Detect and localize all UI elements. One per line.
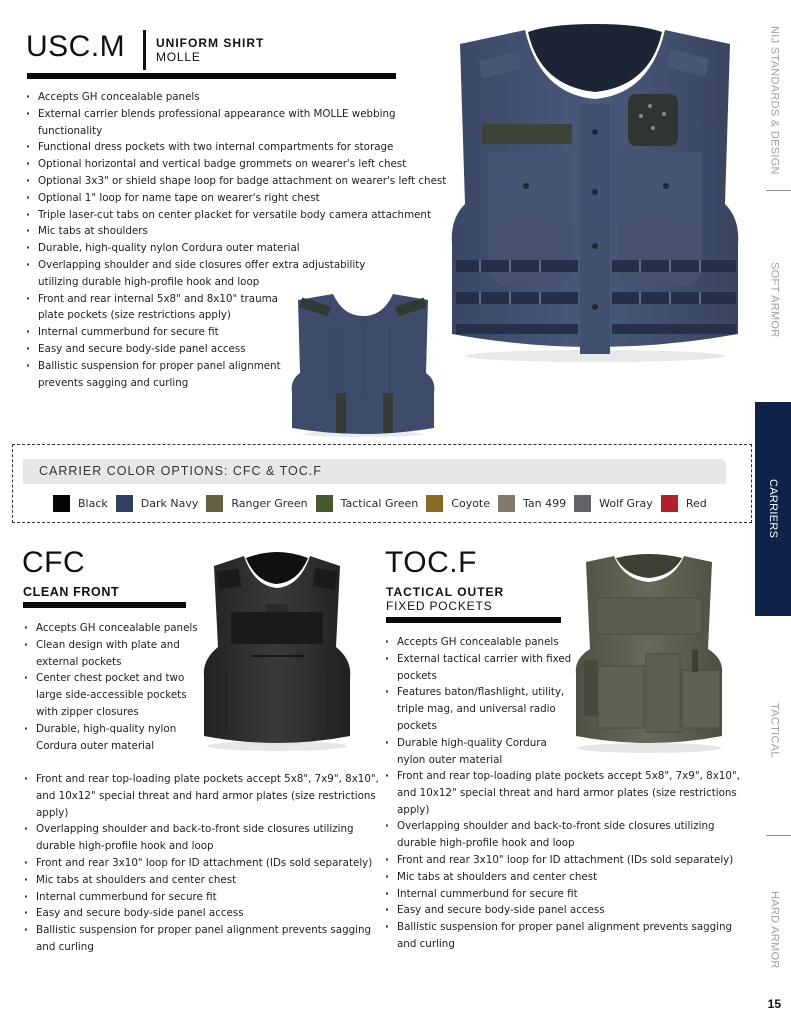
swatch-label: Tactical Green — [340, 497, 419, 510]
nav-divider — [766, 190, 791, 191]
model-name: TOC.F — [385, 546, 477, 579]
subtitle-secondary: MOLLE — [156, 50, 201, 64]
nav-tab-label: SOFT ARMOR — [768, 262, 781, 338]
navy-molle-vest-front-image — [440, 24, 750, 364]
title-underline — [386, 617, 561, 623]
feature-item: · Center chest pocket and two large side-accessible pockets with zipper closures — [22, 670, 200, 720]
feature-item: · Internal cummerbund for secure fit — [383, 886, 743, 903]
green-tactical-vest-image — [566, 554, 732, 754]
navy-vest-back-image — [288, 288, 438, 438]
color-swatch-dark-navy — [116, 495, 199, 512]
feature-item: · Easy and secure body-side panel access — [24, 341, 454, 358]
swatch-label: Wolf Gray — [599, 497, 653, 510]
swatch-chip — [316, 495, 333, 512]
feature-item: · Mic tabs at shoulders — [24, 223, 454, 240]
feature-item: · Durable, high-quality nylon Cordura outer material — [22, 721, 200, 755]
feature-item: · Features baton/flashlight, utility, triple mag, and universal radio pockets — [383, 684, 573, 734]
nav-tab-label: NIJ STANDARDS & DESIGN — [768, 25, 781, 175]
color-swatch-coyote — [426, 495, 490, 512]
feature-item: · Durable, high-quality nylon Cordura outer material — [24, 240, 454, 257]
feature-item: · Mic tabs at shoulders and center chest — [383, 869, 743, 886]
black-clean-front-vest-image — [196, 552, 358, 752]
feature-item: · Front and rear top-loading plate pockets accept 5x8", 7x9", 8x10", and 10x12" special threat and hard armor plates (size restrictions apply) — [383, 768, 743, 818]
swatch-label: Red — [685, 497, 707, 510]
swatch-label: Black — [78, 497, 108, 510]
color-swatch-ranger-green — [206, 495, 307, 512]
feature-item: · Easy and secure body-side panel access — [22, 905, 382, 922]
feature-item: · Optional 1" loop for name tape on wearer's right chest — [24, 190, 454, 207]
model-name: USC.M — [26, 30, 126, 63]
swatch-chip — [206, 495, 223, 512]
page-number: 15 — [767, 997, 781, 1011]
feature-item: · Front and rear 3x10" loop for ID attachment (IDs sold separately) — [22, 855, 382, 872]
feature-item: · Overlapping shoulder and side closures offer extra adjustability utilizing durable high-profile hook and loop — [24, 257, 369, 291]
color-swatch-list — [53, 495, 715, 512]
product-subtitle — [156, 36, 264, 64]
nav-tab-label: CARRIERS — [767, 479, 779, 539]
title-underline — [27, 73, 396, 79]
nav-tab-soft-armor[interactable] — [758, 230, 791, 370]
subtitle-secondary: FIXED POCKETS — [386, 599, 493, 613]
feature-item: · Internal cummerbund for secure fit — [24, 324, 454, 341]
feature-list-wide — [22, 771, 382, 956]
feature-list-narrow — [22, 620, 200, 754]
color-swatch-tactical-green — [316, 495, 419, 512]
swatch-chip — [53, 495, 70, 512]
nav-tab-hard-armor[interactable] — [758, 880, 791, 980]
title-underline — [23, 602, 186, 608]
swatch-chip — [574, 495, 591, 512]
nav-tab-label: TACTICAL — [768, 702, 781, 758]
feature-item: · Clean design with plate and external pockets — [22, 637, 200, 671]
color-swatch-wolf-gray — [574, 495, 653, 512]
model-name: CFC — [22, 546, 86, 579]
feature-item: · Easy and secure body-side panel access — [383, 902, 743, 919]
feature-item: · Mic tabs at shoulders and center chest — [22, 872, 382, 889]
color-swatch-red — [661, 495, 707, 512]
feature-item: · Internal cummerbund for secure fit — [22, 889, 382, 906]
color-options-title: CARRIER COLOR OPTIONS: CFC & TOC.F — [39, 464, 322, 478]
nav-tab-nij-standards[interactable] — [758, 10, 791, 190]
nav-tab-label: HARD ARMOR — [768, 891, 781, 969]
swatch-chip — [116, 495, 133, 512]
feature-item: · Optional horizontal and vertical badge grommets on wearer's left chest — [24, 156, 454, 173]
color-swatch-black — [53, 495, 108, 512]
swatch-chip — [661, 495, 678, 512]
subtitle-primary: TACTICAL OUTER — [386, 585, 505, 599]
swatch-label: Dark Navy — [140, 497, 199, 510]
subtitle-primary: UNIFORM SHIRT — [156, 36, 265, 50]
color-options-header — [23, 459, 726, 484]
feature-item: · Ballistic suspension for proper panel alignment prevents sagging and curling — [383, 919, 743, 953]
feature-item: · Ballistic suspension for proper panel alignment prevents sagging and curling — [22, 922, 382, 956]
swatch-label: Tan 499 — [523, 497, 567, 510]
feature-item: · Front and rear 3x10" loop for ID attachment (IDs sold separately) — [383, 852, 743, 869]
feature-item: · Optional 3x3" or shield shape loop for badge attachment on wearer's left chest — [24, 173, 454, 190]
title-divider — [143, 30, 146, 70]
nav-tab-tactical[interactable] — [758, 660, 791, 800]
color-swatch-tan-499 — [498, 495, 566, 512]
swatch-chip — [498, 495, 515, 512]
feature-list-wide — [383, 768, 743, 953]
swatch-label: Coyote — [451, 497, 491, 510]
feature-item: · Functional dress pockets with two internal compartments for storage — [24, 139, 454, 156]
nav-tab-carriers[interactable] — [755, 402, 791, 616]
feature-list-narrow — [383, 634, 573, 768]
feature-item: · Accepts GH concealable panels — [24, 89, 454, 106]
section-nav — [758, 0, 791, 1024]
feature-item: · External carrier blends professional appearance with MOLLE webbing functionality — [24, 106, 454, 140]
carrier-color-options — [12, 444, 752, 523]
feature-item: · Overlapping shoulder and back-to-front side closures utilizing durable high-profile hook and loop — [383, 818, 743, 852]
feature-item: · Triple laser-cut tabs on center placket for versatile body camera attachment — [24, 207, 454, 224]
feature-item: · Ballistic suspension for proper panel alignment prevents sagging and curling — [24, 358, 289, 392]
nav-divider — [766, 835, 791, 836]
feature-item: · Overlapping shoulder and back-to-front side closures utilizing durable high-profile hook and loop — [22, 821, 382, 855]
feature-item: · External tactical carrier with fixed pockets — [383, 651, 573, 685]
swatch-chip — [426, 495, 443, 512]
feature-item: · Front and rear internal 5x8" and 8x10" trauma plate pockets (size restrictions apply) — [24, 291, 299, 325]
product-subtitle — [386, 585, 504, 613]
feature-item: · Accepts GH concealable panels — [22, 620, 200, 637]
swatch-label: Ranger Green — [231, 497, 308, 510]
feature-item: · Durable high-quality Cordura nylon outer material — [383, 735, 573, 769]
feature-item: · Front and rear top-loading plate pockets accept 5x8", 7x9", 8x10", and 10x12" special threat and hard armor plates (size restrictions apply) — [22, 771, 382, 821]
feature-item: · Accepts GH concealable panels — [383, 634, 573, 651]
subtitle-primary: CLEAN FRONT — [23, 585, 120, 599]
